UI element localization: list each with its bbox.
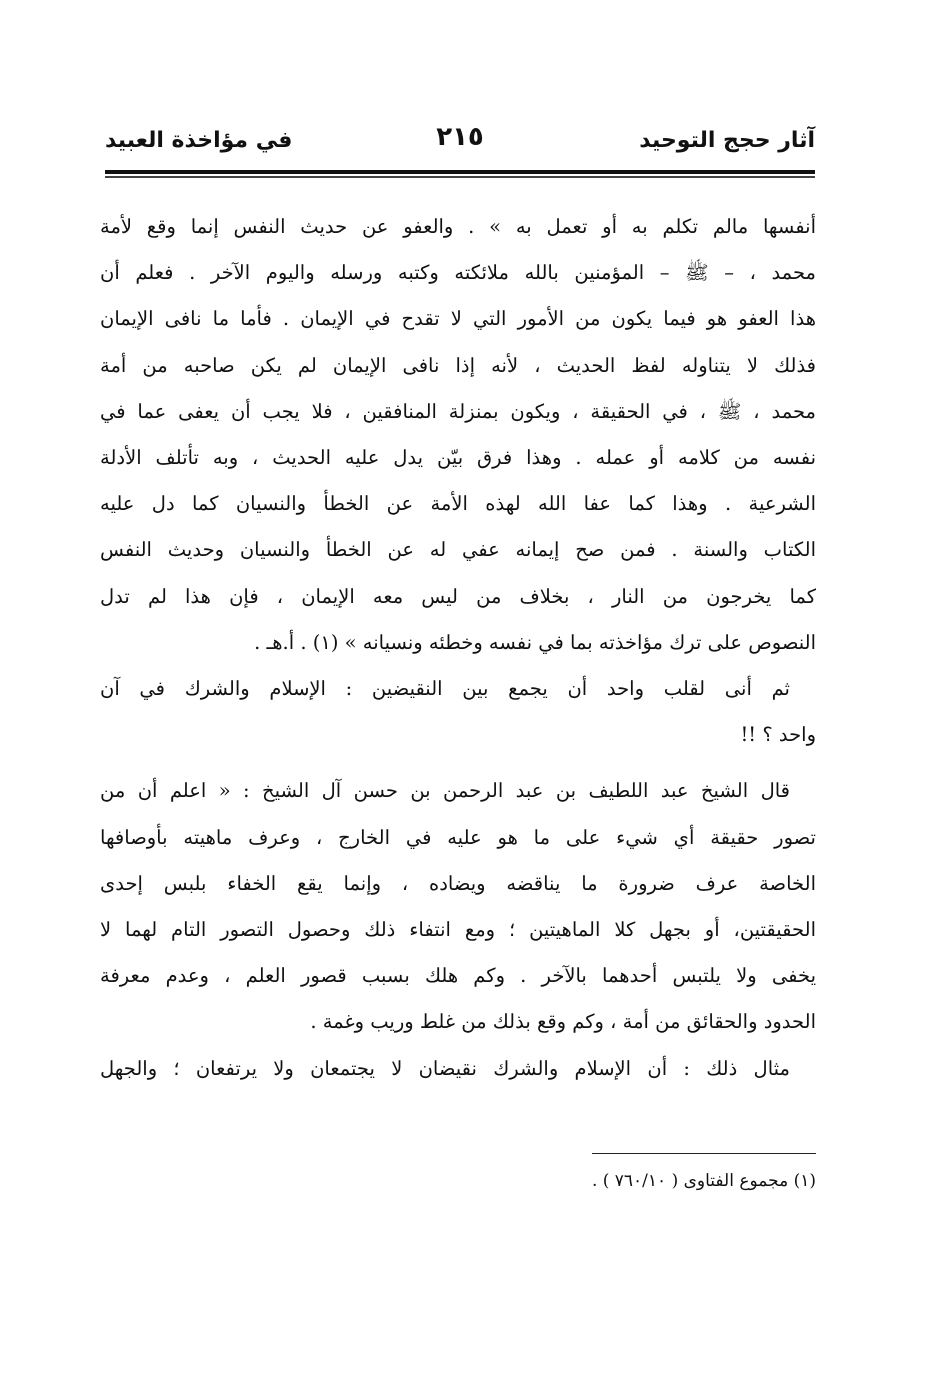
text-line: ثم أنى لقلب واحد أن يجمع بين النقيضين : الإسلام والشرك في آن: [100, 677, 790, 701]
paragraph-3: [100, 768, 816, 1045]
text-line: الحقيقتين، أو بجهل كلا الماهيتين ؛ ومع انتفاء ذلك وحصول التصور التام لهما لا: [100, 918, 816, 942]
page-number: ٢١٥: [436, 122, 484, 152]
running-header: [105, 120, 815, 164]
text-line: النصوص على ترك مؤاخذته بما في نفسه وخطئه ونسيانه » (١) . أ.هـ .: [254, 630, 816, 654]
body-text: [100, 204, 816, 1092]
chapter-title: في مؤاخذة العبيد: [105, 128, 293, 153]
paragraph-2: [100, 666, 816, 758]
text-line: محمد ، – ﷺ – المؤمنين بالله ملائكته وكتبه ورسله واليوم الآخر . فعلم أن: [100, 261, 816, 285]
text-line: الخاصة عرف ضرورة ما يناقضه ويضاده ، وإنما يقع الخفاء بلبس إحدى: [100, 871, 816, 895]
footnote: (١) مجموع الفتاوى ( ٧٦٠/١٠ ) .: [591, 1171, 816, 1191]
text-line: كما يخرجون من النار ، بخلاف من ليس معه الإيمان ، فإن هذا لم تدل: [100, 584, 816, 608]
text-line: يخفى ولا يلتبس أحدهما بالآخر . وكم هلك بسبب قصور العلم ، وعدم معرفة: [100, 964, 816, 988]
header-rule-thin: [105, 176, 815, 178]
book-title: آثار حجج التوحيد: [639, 128, 815, 153]
text-line: قال الشيخ عبد اللطيف بن عبد الرحمن بن حسن آل الشيخ : « اعلم أن من: [100, 779, 790, 803]
footnote-rule: [592, 1153, 816, 1154]
text-line: الكتاب والسنة . فمن صح إيمانه عفي له عن الخطأ والنسيان وحديث النفس: [100, 538, 816, 562]
text-line: نفسه من كلامه أو عمله . وهذا فرق بيّن يدل عليه الحديث ، وبه تأتلف الأدلة: [100, 446, 816, 470]
text-line: فذلك لا يتناوله لفظ الحديث ، لأنه إذا نافى الإيمان لم يكن صاحبه من أمة: [100, 353, 816, 377]
text-line: الشرعية . وهذا كما عفا الله لهذه الأمة عن الخطأ والنسيان كما دل عليه: [100, 492, 816, 516]
text-line: الحدود والحقائق من أمة ، وكم وقع بذلك من غلط وريب وغمة .: [310, 1010, 816, 1034]
text-line: محمد ، ﷺ ، في الحقيقة ، ويكون بمنزلة المنافقين ، فلا يجب أن يعفى عما في: [100, 399, 816, 423]
header-rule: [105, 170, 815, 174]
text-line: هذا العفو هو فيما يكون من الأمور التي لا تقدح في الإيمان . فأما ما نافى الإيمان: [100, 307, 816, 331]
text-line: واحد ؟ !!: [740, 723, 816, 747]
paragraph-1: [100, 204, 816, 666]
text-line: مثال ذلك : أن الإسلام والشرك نقيضان لا يجتمعان ولا يرتفعان ؛ والجهل: [100, 1056, 790, 1080]
paragraph-4: [100, 1046, 816, 1092]
text-line: تصور حقيقة أي شيء على ما هو عليه في الخارج ، وعرف ماهيته بأوصافها: [100, 825, 816, 849]
text-line: أنفسها مالم تكلم به أو تعمل به » . والعفو عن حديث النفس إنما وقع لأمة: [100, 215, 816, 238]
